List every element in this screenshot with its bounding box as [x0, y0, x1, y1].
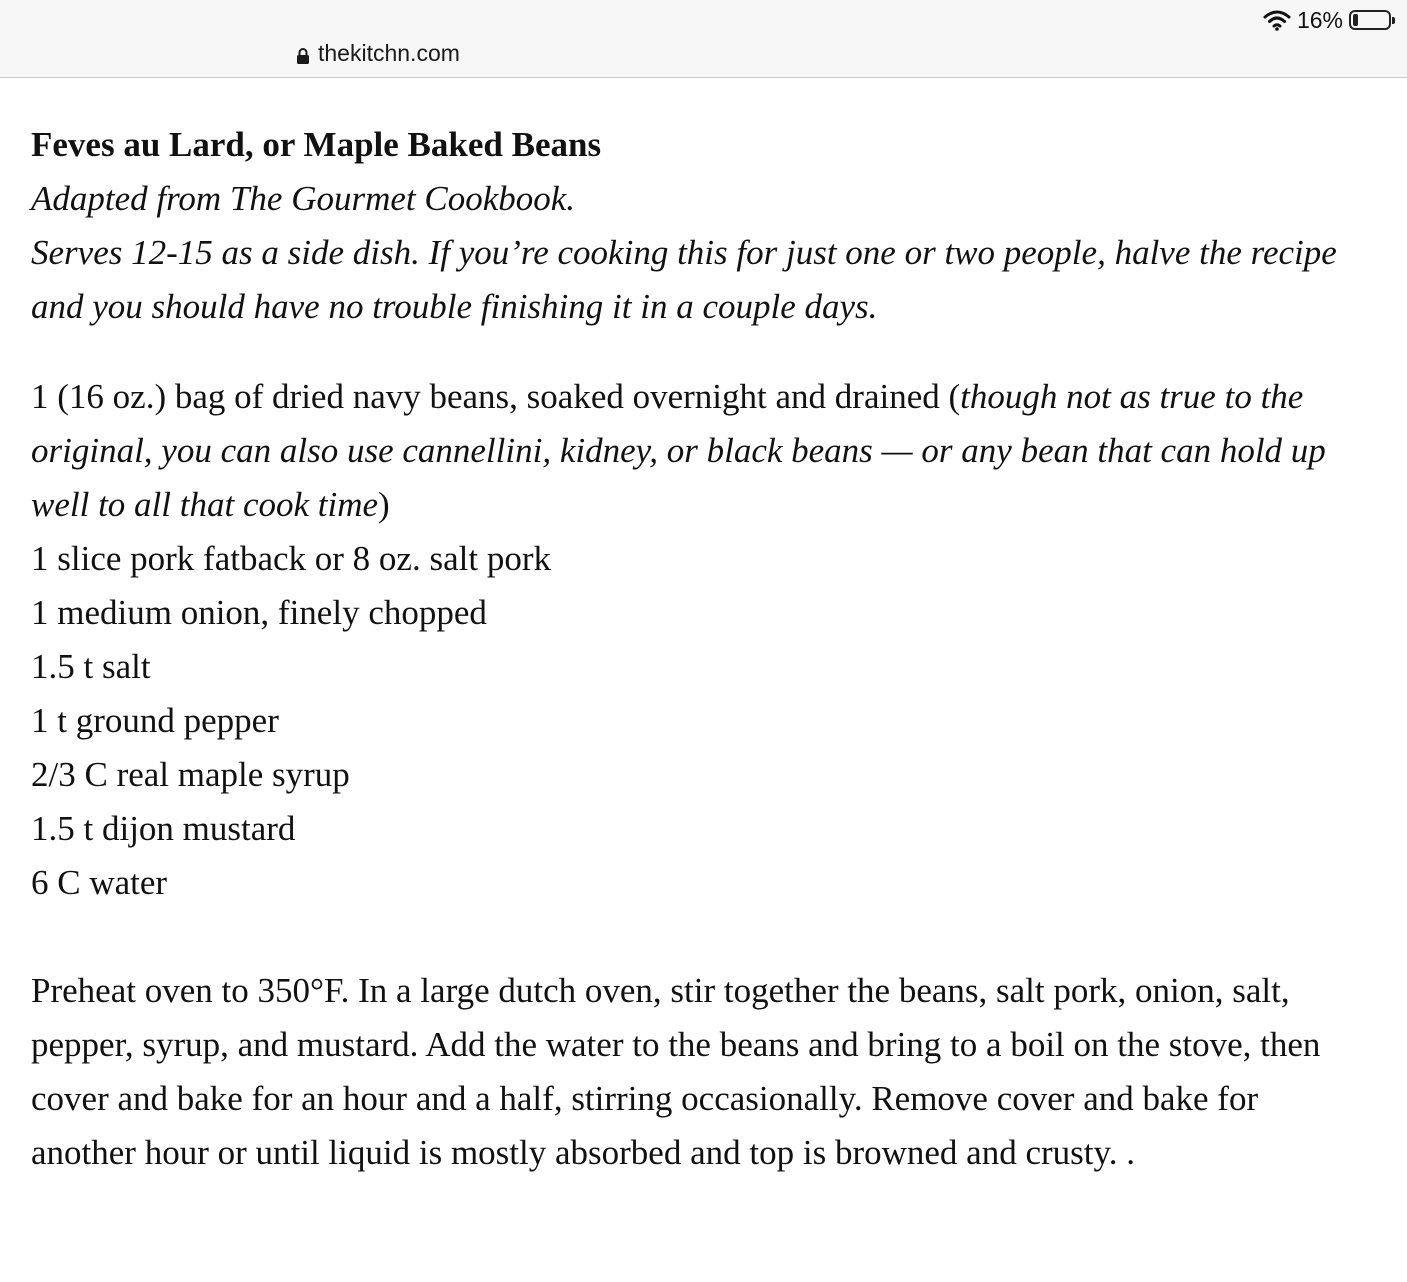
ingredient-beans-note: though not as true to the original, you can also use cannellini, kidney, or black beans — or any bean that can hold up well to all that cook time [31, 377, 1326, 524]
recipe-serves: Serves 12-15 as a side dish. If you’re cooking this for just one or two people, halve the recipe and you should have no trouble finishing it in a couple days. [31, 233, 1337, 326]
ingredient-item: 1.5 t salt [31, 647, 151, 686]
ingredient-item: 6 C water [31, 863, 168, 902]
ingredient-beans-main: 1 (16 oz.) bag of dried navy beans, soaked overnight and drained ( [31, 377, 961, 416]
status-bar [1263, 6, 1391, 34]
recipe-source: Adapted from The Gourmet Cookbook. [31, 179, 576, 218]
battery-percentage: 16% [1296, 6, 1343, 33]
wifi-icon [1263, 9, 1291, 31]
browser-top-bar [0, 0, 1407, 78]
ingredient-item: 1 medium onion, finely chopped [31, 593, 487, 632]
ingredient-beans [31, 370, 1371, 532]
url-text[interactable]: thekitchn.com [318, 39, 460, 66]
address-bar[interactable] [296, 38, 460, 68]
recipe-instructions: Preheat oven to 350°F. In a large dutch oven, stir together the beans, salt pork, onion, salt, pepper, syrup, and mustard. Add the water to the beans and bring to a boil on the stove, then cover and bake for an hour and a half, stirring occasionally. Remove cover and bake for another hour or until liquid is mostly absorbed and top is browned and crusty. . [31, 971, 1321, 1172]
ingredient-item: 1.5 t dijon mustard [31, 809, 296, 848]
ingredient-beans-close: ) [378, 485, 390, 524]
ingredient-item: 1 t ground pepper [31, 701, 279, 740]
ingredient-list [31, 532, 1371, 910]
battery-level [1353, 14, 1358, 26]
lock-icon [296, 44, 310, 62]
recipe-content [31, 118, 1371, 1180]
battery-icon [1349, 10, 1391, 30]
recipe-title: Feves au Lard, or Maple Baked Beans [31, 125, 602, 164]
ingredient-item: 1 slice pork fatback or 8 oz. salt pork [31, 539, 551, 578]
ingredient-item: 2/3 C real maple syrup [31, 755, 350, 794]
